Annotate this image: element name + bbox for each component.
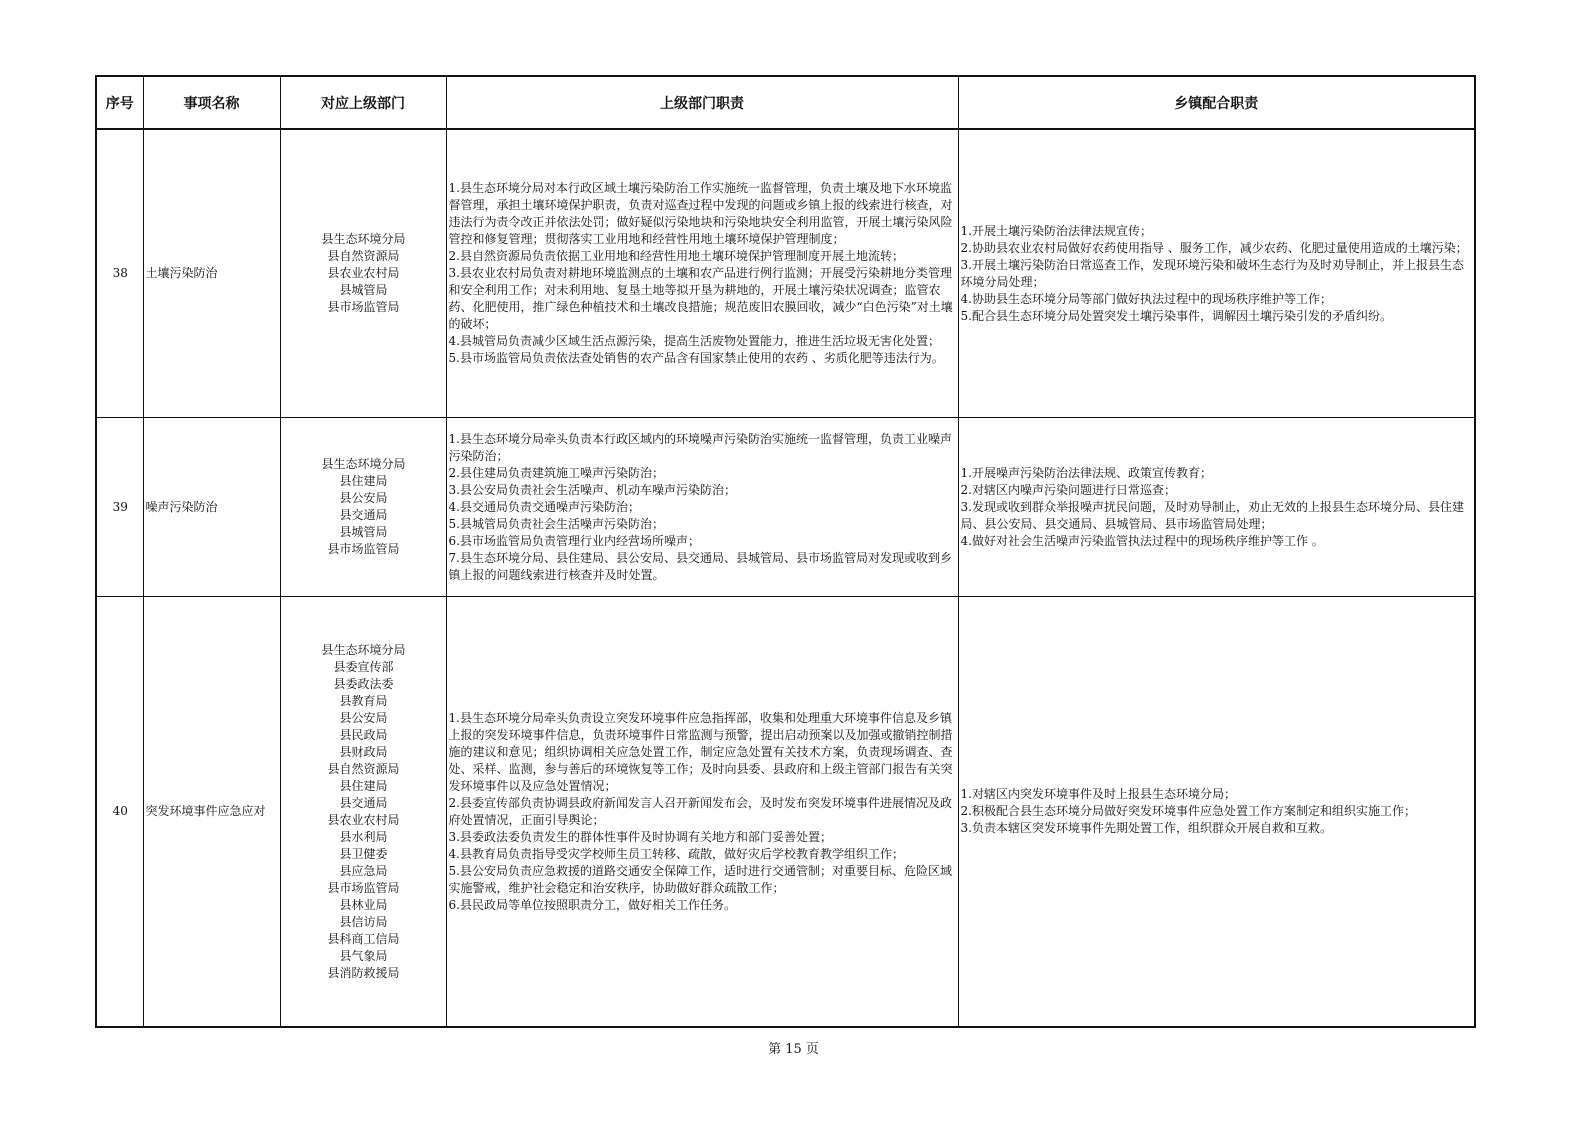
duty-item: 3.县公安局负责社会生活噪声、机动车噪声污染防治； xyxy=(448,482,736,497)
department-item: 县城管局 xyxy=(339,525,388,539)
duty-item: 3.开展土壤污染防治日常巡查工作，发现环境污染和破坏生态行为及时劝导制止，并上报县生态环境分局处理； xyxy=(960,257,1464,289)
header-township-duties: 乡镇配合职责 xyxy=(958,76,1475,129)
duty-item: 5.配合县生态环境分局处置突发土壤污染事件，调解因土壤污染引发的矛盾纠纷。 xyxy=(960,308,1392,323)
row-township-duties xyxy=(958,418,1475,597)
row-departments xyxy=(280,597,446,1028)
duty-item: 3.负责本辖区突发环境事件先期处置工作，组织群众开展自救和互救。 xyxy=(960,821,1332,835)
department-item: 县城管局 xyxy=(339,283,388,297)
row-item-name: 土壤污染防治 xyxy=(143,129,280,418)
department-item: 县农业农村局 xyxy=(327,266,400,280)
duty-item: 2.县自然资源局负责依据工业用地和经营性用地土壤环境保护管理制度开展土地流转； xyxy=(448,249,904,263)
duty-item: 5.县市场监管局负责依法查处销售的农产品含有国家禁止使用的农药 、劣质化肥等违法行为。 xyxy=(448,351,944,365)
table-row xyxy=(96,129,1475,418)
table-row xyxy=(96,418,1475,597)
row-superior-duties xyxy=(446,597,958,1028)
department-item: 县委宣传部 xyxy=(333,659,394,674)
department-item: 县自然资源局 xyxy=(327,249,400,263)
header-seq: 序号 xyxy=(96,76,143,129)
duty-item: 5.县公安局负责应急救援的道路交通安全保障工作，适时进行交通管制；对重要目标、危险区域实施警戒，维护社会稳定和治安秩序，协助做好群众疏散工作； xyxy=(448,863,952,895)
department-item: 县气象局 xyxy=(339,948,388,963)
row-departments xyxy=(280,418,446,597)
table-row xyxy=(96,597,1475,1028)
duty-item: 4.县交通局负责交通噪声污染防治； xyxy=(448,499,640,514)
row-township-duties xyxy=(958,597,1475,1028)
row-superior-duties xyxy=(446,129,958,418)
department-item: 县教育局 xyxy=(339,693,388,708)
duty-item: 6.县民政局等单位按照职责分工，做好相关工作任务。 xyxy=(448,897,736,912)
department-item: 县农业农村局 xyxy=(327,812,400,827)
duty-item: 4.县教育局负责指导受灾学校师生员工转移、疏散，做好灾后学校教育教学组织工作； xyxy=(448,846,904,861)
department-item: 县公安局 xyxy=(339,710,388,725)
duty-item: 4.做好对社会生活噪声污染监管执法过程中的现场秩序维护等工作 。 xyxy=(960,533,1324,548)
department-item: 县住建局 xyxy=(339,778,388,793)
header-superior-department: 对应上级部门 xyxy=(280,76,446,129)
department-item: 县应急局 xyxy=(339,863,388,878)
department-item: 县消防救援局 xyxy=(327,965,400,980)
duty-item: 1.县生态环境分局对本行政区域土壤污染防治工作实施统一监督管理，负责土壤及地下水环境监督管理，承担土壤环境保护职责，负责对巡查过程中发现的问题或乡镇上报的线索进行核查，对违法行为责令改正并依法处罚；做好疑似污染地块和污染地块安全利用监管，开展土壤污染风险管控和修复管理；贯彻落实工业用地和经营性用地土壤环境保护管理制度； xyxy=(448,181,953,246)
duty-item: 1.县生态环境分局牵头负责本行政区域内的环境噪声污染防治实施统一监督管理，负责工业噪声污染防治； xyxy=(448,431,952,463)
duty-item: 1.县生态环境分局牵头负责设立突发环境事件应急指挥部，收集和处理重大环境事件信息及乡镇上报的突发环境事件信息，负责环境事件日常监测与预警，提出启动预案以及加强或撤销控制措施的建议和意见；组织协调相关应急处置工作，制定应急处置有关技术方案，负责现场调查、查处、采样、监测，参与善后的环境恢复等工作；及时向县委、县政府和上级主管部门报告有关突发环境事件以及应急处置情况； xyxy=(448,710,953,793)
department-item: 县生态环境分局 xyxy=(321,232,406,246)
duty-item: 3.发现或收到群众举报噪声扰民问题，及时劝导制止，劝止无效的上报县生态环境分局、县住建局、县公安局、县交通局、县城管局、县市场监管局处理； xyxy=(960,499,1464,531)
department-item: 县市场监管局 xyxy=(327,542,400,556)
department-item: 县委政法委 xyxy=(333,676,394,691)
duty-item: 2.协助县农业农村局做好农药使用指导 、服务工作，减少农药、化肥过量使用造成的土壤污染； xyxy=(960,240,1468,255)
duty-item: 1.对辖区内突发环境事件及时上报县生态环境分局； xyxy=(960,787,1236,801)
department-item: 县交通局 xyxy=(339,795,388,810)
department-item: 县林业局 xyxy=(339,897,388,912)
department-item: 县卫健委 xyxy=(339,846,388,861)
department-item: 县生态环境分局 xyxy=(321,457,406,471)
header-superior-duties: 上级部门职责 xyxy=(446,76,958,129)
duty-item: 1.开展土壤污染防治法律法规宣传； xyxy=(960,223,1152,238)
duty-item: 4.县城管局负责减少区域生活点源污染，提高生活废物处置能力，推进生活垃圾无害化处置； xyxy=(448,334,940,348)
duty-item: 3.县委政法委负责发生的群体性事件及时协调有关地方和部门妥善处置； xyxy=(448,829,832,844)
department-item: 县市场监管局 xyxy=(327,300,400,314)
department-item: 县科商工信局 xyxy=(327,931,400,946)
row-township-duties xyxy=(958,129,1475,418)
row-item-name: 噪声污染防治 xyxy=(143,418,280,597)
page-number: 第 15 页 xyxy=(768,1042,819,1057)
duty-item: 2.积极配合县生态环境分局做好突发环境事件应急处置工作方案制定和组织实施工作； xyxy=(960,804,1416,818)
department-item: 县信访局 xyxy=(339,914,388,929)
duty-item: 6.县市场监管局负责管理行业内经营场所噪声； xyxy=(448,533,700,548)
department-item: 县民政局 xyxy=(339,727,388,742)
row-item-name: 突发环境事件应急应对 xyxy=(143,597,280,1028)
duty-item: 2.县委宣传部负责协调县政府新闻发言人召开新闻发布会，及时发布突发环境事件进展情况及政府处置情况，正面引导舆论； xyxy=(448,795,952,827)
duty-item: 1.开展噪声污染防治法律法规、政策宣传教育； xyxy=(960,465,1212,480)
duty-item: 2.县住建局负责建筑施工噪声污染防治； xyxy=(448,465,664,480)
department-item: 县交通局 xyxy=(339,508,388,522)
duty-table xyxy=(95,75,1476,1028)
row-superior-duties xyxy=(446,418,958,597)
row-departments xyxy=(280,129,446,418)
duty-item: 4.协助县生态环境分局等部门做好执法过程中的现场秩序维护等工作； xyxy=(960,291,1332,306)
duty-item: 2.对辖区内噪声污染问题进行日常巡查； xyxy=(960,482,1176,497)
header-item-name: 事项名称 xyxy=(143,76,280,129)
row-seq: 38 xyxy=(96,129,143,418)
row-seq: 40 xyxy=(96,597,143,1028)
department-item: 县自然资源局 xyxy=(327,761,400,776)
duty-item: 3.县农业农村局负责对耕地环境监测点的土壤和农产品进行例行监测；开展受污染耕地分类管理和安全利用工作；对未利用地、复垦土地等拟开垦为耕地的，开展土壤污染状况调查；监管农药、化肥使用，推广绿色种植技术和土壤改良措施；规范废旧农膜回收，减少“白色污染”对土壤的破坏； xyxy=(448,266,953,331)
row-seq: 39 xyxy=(96,418,143,597)
department-item: 县生态环境分局 xyxy=(321,642,406,657)
department-item: 县财政局 xyxy=(339,744,388,759)
header-row xyxy=(96,76,1475,129)
duty-item: 5.县城管局负责社会生活噪声污染防治； xyxy=(448,516,664,531)
department-item: 县公安局 xyxy=(339,491,388,505)
duty-item: 7.县生态环境分局、县住建局、县公安局、县交通局、县城管局、县市场监管局对发现或收到乡镇上报的问题线索进行核查并及时处置。 xyxy=(448,550,952,582)
department-item: 县住建局 xyxy=(339,474,388,488)
department-item: 县市场监管局 xyxy=(327,880,400,895)
department-item: 县水利局 xyxy=(339,829,388,844)
